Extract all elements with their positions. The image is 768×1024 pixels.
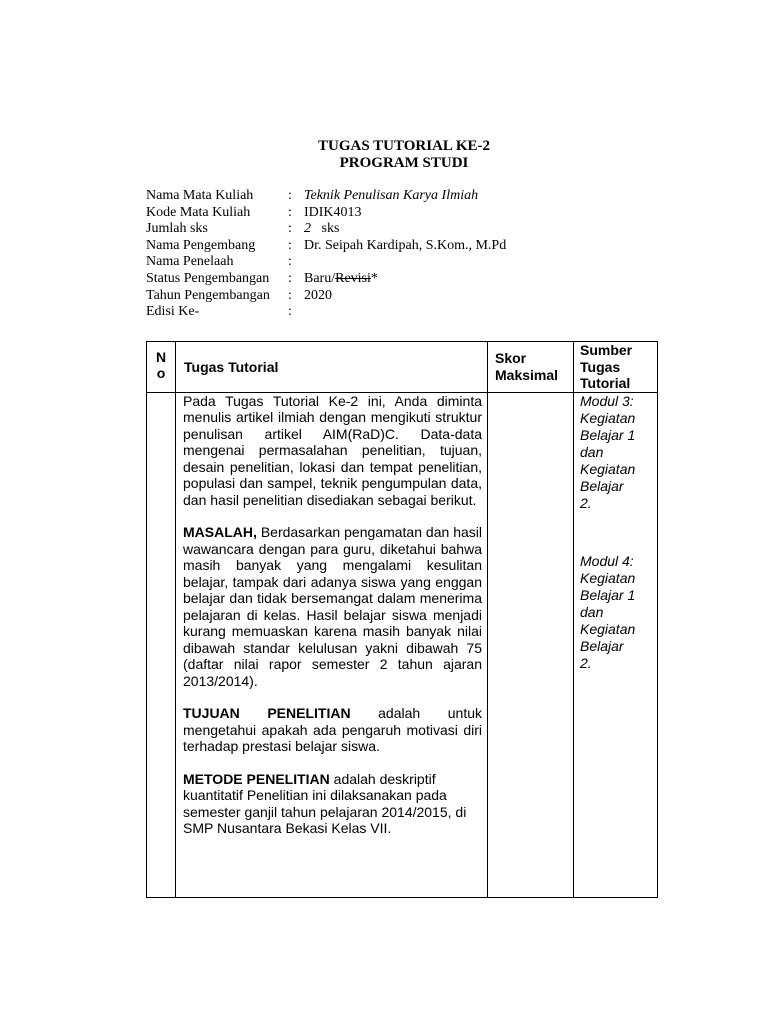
header-skor-line2: Maksimal: [495, 366, 559, 383]
sumber-line: Belajar: [580, 637, 624, 654]
tujuan-heading: TUJUAN PENELITIAN: [183, 705, 351, 721]
cell-sumber-tugas: [574, 392, 658, 897]
metode-text: adalah deskriptif kuantitatif Penelitian ini dilaksanakan pada semester ganjil tahun pelajaran 2014/2015, di SMP Nusantara Bekasi Kelas VII.: [183, 770, 467, 836]
info-colon: :: [288, 270, 292, 286]
sumber-line: Modul 4:: [580, 552, 634, 569]
sumber-line: Kegiatan: [580, 620, 636, 637]
info-label: Nama Penelaah: [146, 254, 234, 270]
document-subtitle: PROGRAM STUDI: [339, 155, 469, 171]
info-colon: :: [288, 304, 292, 320]
paragraph-masalah: [183, 524, 482, 689]
info-label: Nama Pengembang: [146, 237, 256, 253]
info-value: Dr. Seipah Kardipah, S.Kom., M.Pd: [304, 237, 507, 253]
sumber-modul-3: [580, 393, 657, 512]
header-tugas-tutorial: Tugas Tutorial: [176, 342, 488, 393]
info-value: IDIK4013: [304, 204, 362, 220]
info-label: Status Pengembangan: [146, 270, 270, 286]
masalah-text: Berdasarkan pengamatan dan hasil wawancara dengan para guru, diketahui bahwa masih banyak yang mengalami kesulitan belajar, tampak dari adanya siswa yang enggan belajar dan tidak bersemangat dalam menerima pelajaran di kelas. Hasil belajar siswa menjadi kurang memuaskan karena masih banyak nilai dibawah standar kelulusan yakni dibawah 75 (daftar nilai rapor semester 2 tahun ajaran 2013/2014).: [183, 524, 482, 689]
sumber-line: Kegiatan: [580, 460, 636, 477]
cell-no: [147, 392, 176, 897]
sumber-line: Kegiatan: [580, 569, 636, 586]
tujuan-text: adalah untuk mengetahui apakah ada pengaruh motivasi diri terhadap prestasi belajar siswa.: [183, 705, 482, 754]
status-revisi-struck: Revisi: [335, 270, 371, 286]
header-no: [147, 342, 176, 393]
info-colon: :: [288, 254, 292, 270]
info-label: Jumlah sks: [146, 221, 208, 237]
header-sumber-line2: Tugas: [580, 358, 621, 375]
table-row: [147, 392, 658, 897]
status-baru: Baru/: [304, 270, 336, 286]
sumber-line: Belajar: [580, 477, 624, 494]
sumber-line: Belajar 1: [580, 586, 636, 603]
header-no-line1: N: [155, 349, 167, 365]
sumber-line: Kegiatan: [580, 409, 636, 426]
tutorial-task-table: [146, 341, 658, 898]
sumber-line: 2.: [580, 654, 592, 671]
header-sumber-line1: Sumber: [580, 342, 633, 358]
header-no-line2: o: [156, 365, 166, 381]
info-colon: :: [288, 237, 292, 253]
header-sumber-line3: Tutorial: [580, 375, 631, 391]
paragraph-metode: [183, 771, 482, 837]
sks-unit: sks: [321, 221, 340, 237]
info-label: Tahun Pengembangan: [146, 287, 270, 303]
sks-number: 2: [304, 221, 311, 237]
masalah-heading: MASALAH,: [183, 524, 257, 540]
paragraph-intro: Pada Tugas Tutorial Ke-2 ini, Anda diminta menulis artikel ilmiah dengan mengikuti struktur penulisan artikel AIM(RaD)C. Data-data mengenai permasalahan penelitian, tujuan, desain penelitian, lokasi dan tempat penelitian, populasi dan sampel, teknik pengumpulan data, dan hasil penelitian disediakan sebagai berikut.: [183, 392, 482, 508]
cell-skor-maksimal: [488, 392, 574, 897]
header-sumber-tugas: [574, 342, 658, 393]
info-colon: :: [288, 188, 292, 203]
paragraph-tujuan: [183, 705, 482, 755]
document-title: TUGAS TUTORIAL KE-2: [318, 138, 490, 154]
info-colon: :: [288, 204, 292, 220]
info-colon: :: [288, 221, 292, 237]
info-value: [304, 271, 378, 288]
sumber-modul-4: [580, 553, 657, 672]
status-asterisk: *: [370, 270, 378, 286]
header-skor-maksimal: [488, 342, 574, 393]
info-colon: :: [288, 287, 292, 303]
sumber-line: Belajar 1: [580, 426, 636, 443]
table-header-row: [147, 342, 658, 393]
metode-heading: METODE PENELITIAN: [183, 770, 330, 787]
info-value: 2020: [304, 287, 332, 303]
sumber-line: dan: [580, 603, 604, 620]
info-label: Kode Mata Kuliah: [146, 204, 251, 220]
info-value: Teknik Penulisan Karya Ilmiah: [304, 188, 479, 203]
sumber-line: 2.: [580, 494, 592, 511]
sumber-line: dan: [580, 443, 604, 460]
info-label: Edisi Ke-: [146, 304, 200, 320]
header-skor-line1: Skor: [495, 349, 527, 366]
sumber-line: Modul 3:: [580, 392, 634, 409]
info-value: [304, 221, 339, 238]
info-label: Nama Mata Kuliah: [146, 188, 254, 203]
cell-tugas-tutorial: [176, 392, 488, 897]
